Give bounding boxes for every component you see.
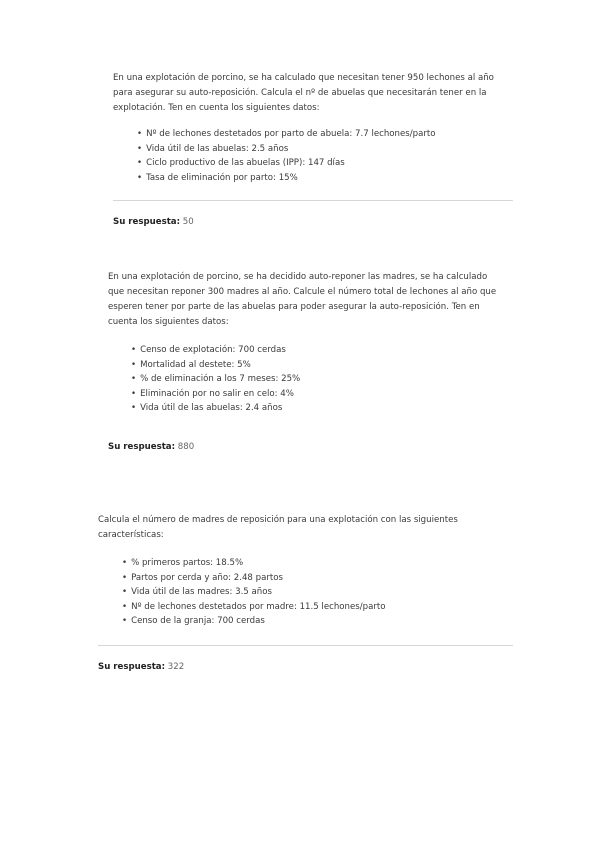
answer-label: Su respuesta: [108, 442, 176, 452]
answer-label: Su respuesta: [113, 217, 181, 227]
list-item: • Mortalidad al destete: 5% [131, 358, 528, 373]
question-2 [108, 270, 528, 416]
list-item: • Vida útil de las abuelas: 2.5 años [137, 142, 523, 157]
question-1-divider [113, 200, 513, 201]
question-2-prompt: En una explotación de porcino, se ha decidido auto-reponer las madres, se ha calculado que necesitan reponer 300 madres al año. Calcule el número total de lechones al año que esperen tener por parte de las abuelas para poder asegurar la auto-reposición. Ten en cuenta los siguientes datos: [108, 272, 497, 327]
question-3-answer [98, 662, 184, 672]
question-3-divider [98, 645, 513, 646]
list-item: • % primeros partos: 18.5% [122, 556, 518, 571]
question-3-data-list [122, 556, 518, 629]
answer-value: 50 [182, 217, 194, 227]
list-item: • Partos por cerda y año: 2.48 partos [122, 571, 518, 586]
question-1-prompt: En una explotación de porcino, se ha calculado que necesitan tener 950 lechones al año para asegurar su auto-reposición. Calcula el nº de abuelas que necesitarán tener en la explotación. Ten en cuenta los siguientes datos: [113, 73, 494, 113]
question-1 [113, 71, 523, 185]
list-item: • Eliminación por no salir en celo: 4% [131, 387, 528, 402]
question-2-data-list [131, 343, 528, 416]
question-1-data-list [137, 127, 523, 185]
question-3-prompt: Calcula el número de madres de reposición para una explotación con las siguientes características: [98, 515, 458, 540]
list-item: • Censo de explotación: 700 cerdas [131, 343, 528, 358]
list-item: • Vida útil de las abuelas: 2.4 años [131, 401, 528, 416]
question-3 [98, 513, 518, 629]
answer-label: Su respuesta: [98, 662, 166, 672]
list-item: • Vida útil de las madres: 3.5 años [122, 585, 518, 600]
question-1-answer [113, 217, 194, 227]
list-item: • Tasa de eliminación por parto: 15% [137, 171, 523, 186]
question-2-answer [108, 442, 194, 452]
list-item: • Nº de lechones destetados por parto de abuela: 7.7 lechones/parto [137, 127, 523, 142]
answer-value: 880 [177, 442, 195, 452]
list-item: • Nº de lechones destetados por madre: 11.5 lechones/parto [122, 600, 518, 615]
answer-value: 322 [167, 662, 185, 672]
list-item: • % de eliminación a los 7 meses: 25% [131, 372, 528, 387]
list-item: • Ciclo productivo de las abuelas (IPP): 147 días [137, 156, 523, 171]
list-item: • Censo de la granja: 700 cerdas [122, 614, 518, 629]
